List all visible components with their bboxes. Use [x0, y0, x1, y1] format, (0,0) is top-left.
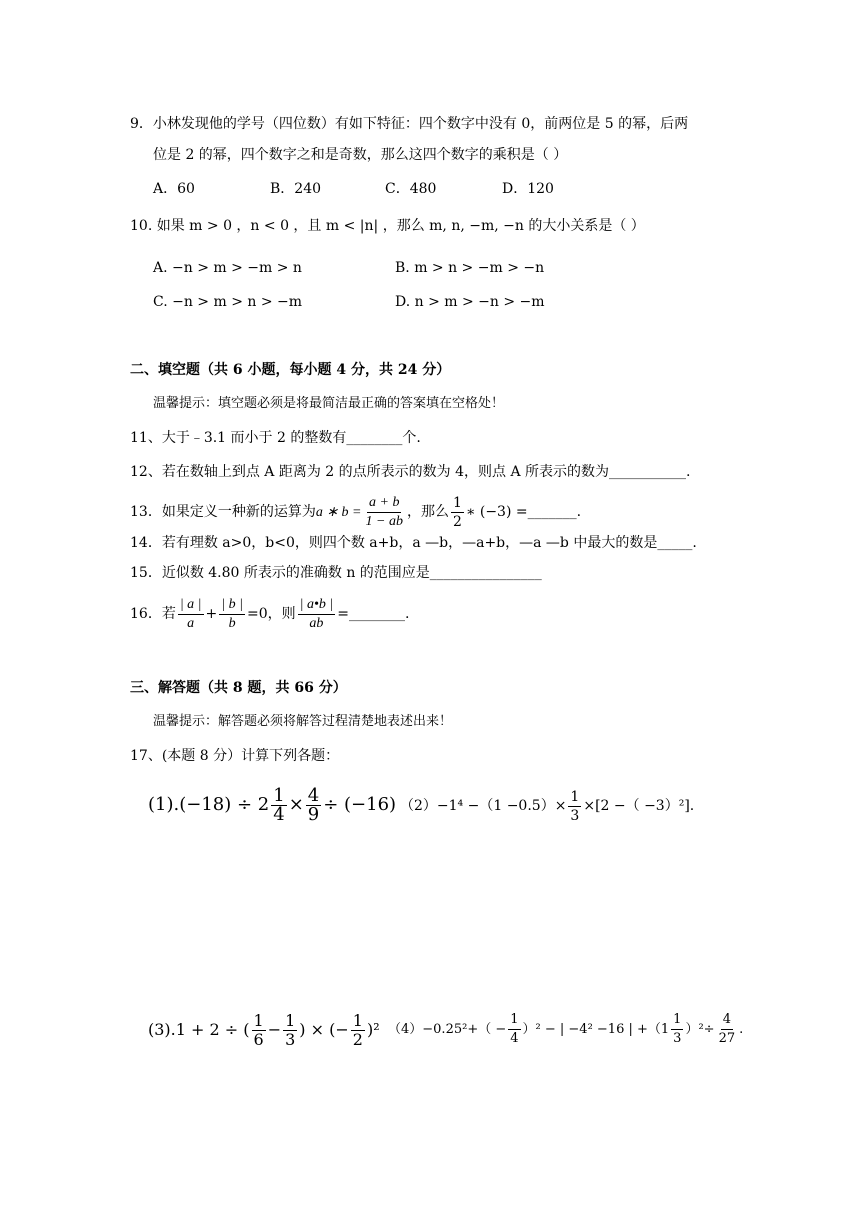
- q17-p4-d: .: [739, 1022, 744, 1037]
- q17-p4-frac1-num: 1: [508, 1011, 520, 1030]
- q17-p2-frac-den: 3: [570, 807, 580, 824]
- q17-p3-frac1: [252, 1012, 266, 1049]
- q13-tail: ∗ (−3) =_______.: [465, 504, 582, 520]
- q16-frac3-num: | a•b |: [298, 596, 336, 615]
- q9-option-a: A．60: [153, 181, 195, 197]
- q13-half-num: 1: [452, 494, 462, 511]
- q17-p1-frac2-num: 4: [307, 784, 320, 806]
- q17-title: 17、(本题 8 分）计算下列各题：: [130, 748, 340, 764]
- q17-p1-a: (1).(−18) ÷ 2: [148, 794, 270, 815]
- q17-p3-frac1-den: 6: [253, 1030, 264, 1049]
- q10-option-d: D. n > m > −n > −m: [395, 294, 545, 310]
- q17-p4-frac2: [671, 1011, 683, 1048]
- q17-p4-frac1-den: 4: [510, 1031, 519, 1046]
- q17-part4: [388, 1005, 743, 1055]
- q13-half: [451, 494, 464, 531]
- q13-prefix: 13．如果定义一种新的运算为: [130, 504, 316, 520]
- q17-p4-frac2-num: 1: [671, 1011, 683, 1030]
- q9-option-b: B．240: [270, 181, 322, 197]
- q13-fraction: [364, 494, 405, 531]
- q17-p3-d: )²: [366, 1020, 380, 1039]
- section2-tip: 温馨提示：填空题必须是将最简洁最正确的答案填在空格处！: [153, 396, 505, 411]
- q17-p3-frac2-den: 3: [285, 1030, 296, 1049]
- q17-p4-b: ）² − | −4² −16 | +（1: [522, 1022, 670, 1037]
- q17-p1-frac1-den: 4: [273, 803, 285, 825]
- q9-line2: 位是 2 的幂，四个数字之和是奇数，那么这四个数字的乘积是（ ）: [153, 147, 568, 163]
- q11: 11、大于﹣3.1 而小于 2 的整数有________个.: [130, 430, 421, 446]
- q17-p1-frac2: [306, 784, 321, 825]
- q9-option-d: D．120: [502, 181, 554, 197]
- q17-p1-frac1: [271, 784, 286, 825]
- q17-p2-b: ×[2 −（ −3）²].: [583, 798, 695, 814]
- q17-p2-a: （2）−1⁴ −（1 −0.5）×: [400, 798, 567, 814]
- q17-p3-frac3: [351, 1012, 365, 1049]
- section3-tip: 温馨提示：解答题必须将解答过程清楚地表述出来！: [153, 714, 453, 729]
- q16-frac1-den: a: [187, 615, 195, 631]
- q17-p4-frac2-den: 3: [673, 1031, 682, 1046]
- q17-p2-frac-num: 1: [570, 788, 580, 805]
- q14: 14．若有理数 a>0，b<0，则四个数 a+b，a —b，—a+b，—a —b 中最大的数是_____.: [130, 535, 697, 551]
- q17-p1-frac2-den: 9: [307, 803, 320, 825]
- q17-p4-frac3: [717, 1011, 738, 1048]
- q17-p3-c: ) × (−: [299, 1020, 349, 1039]
- q16-frac3-den: ab: [309, 615, 324, 631]
- q16-frac2-num: | b |: [219, 596, 245, 615]
- q13-frac-num: a + b: [367, 494, 401, 513]
- q17-p2-frac: [568, 788, 581, 825]
- q17-p4-frac3-den: 27: [718, 1031, 736, 1046]
- q17-p3-frac2: [283, 1012, 297, 1049]
- q17-p1-frac1-num: 1: [273, 784, 285, 806]
- q17-part3: [148, 1005, 380, 1055]
- q9-line1: 9．小林发现他的学号（四位数）有如下特征：四个数字中没有 0，前两位是 5 的幂，后两: [130, 116, 689, 132]
- q13: [130, 490, 581, 535]
- q17-p3-a: (3).1 + 2 ÷ (: [148, 1020, 250, 1039]
- q10-stem: 10. 如果 m > 0 ，n < 0 ，且 m < |n| ，那么 m, n, −m, −n 的大小关系是（ ）: [130, 218, 645, 234]
- q16: [130, 592, 409, 636]
- q17-p4-c: ）²÷: [685, 1022, 715, 1037]
- q16-frac1-num: | a |: [178, 596, 204, 615]
- q10-option-a: A. −n > m > −m > n: [153, 260, 302, 276]
- q17-part2: [400, 784, 694, 828]
- q17-p3-frac1-num: 1: [253, 1011, 264, 1030]
- q17-p3-frac2-num: 1: [285, 1011, 296, 1030]
- q17-p4-a: （4）−0.25²+（ −: [388, 1022, 507, 1037]
- q16-frac2-den: b: [228, 615, 236, 631]
- section3-title: 三、解答题（共 8 题，共 66 分）: [130, 680, 347, 696]
- q10-option-b: B. m > n > −m > −n: [395, 260, 545, 276]
- q17-part1: [148, 780, 396, 830]
- q13-frac-den: 1 − ab: [365, 513, 403, 529]
- q10-option-c: C. −n > m > n > −m: [153, 294, 303, 310]
- section2-title: 二、填空题（共 6 小题，每小题 4 分，共 24 分）: [130, 362, 451, 378]
- q16-tail: =________.: [337, 606, 410, 622]
- q16-prefix: 16．若: [130, 606, 176, 622]
- q9-option-c: C．480: [385, 181, 437, 197]
- q16-frac1: [178, 596, 204, 633]
- q17-p3-frac3-den: 2: [352, 1030, 363, 1049]
- q12: 12、若在数轴上到点 A 距离为 2 的点所表示的数为 4，则点 A 所表示的数为___________.: [130, 464, 691, 480]
- q17-p3-b: −: [267, 1020, 282, 1039]
- q16-plus: +: [205, 606, 218, 622]
- q16-mid: =0，则: [246, 606, 296, 622]
- q16-frac3: [298, 596, 336, 633]
- q13-half-den: 2: [452, 513, 462, 530]
- q13-lhs: a ∗ b =: [315, 505, 362, 520]
- q17-p1-c: ÷ (−16): [323, 794, 397, 815]
- q17-p3-frac3-num: 1: [352, 1011, 363, 1030]
- q16-frac2: [219, 596, 245, 633]
- q15: 15．近似数 4.80 所表示的准确数 n 的范围应是________________: [130, 565, 542, 581]
- q13-mid: ，那么: [406, 504, 449, 520]
- q17-p4-frac1: [508, 1011, 520, 1048]
- q17-p4-frac3-num: 4: [721, 1011, 733, 1030]
- q17-p1-b: ×: [288, 794, 304, 815]
